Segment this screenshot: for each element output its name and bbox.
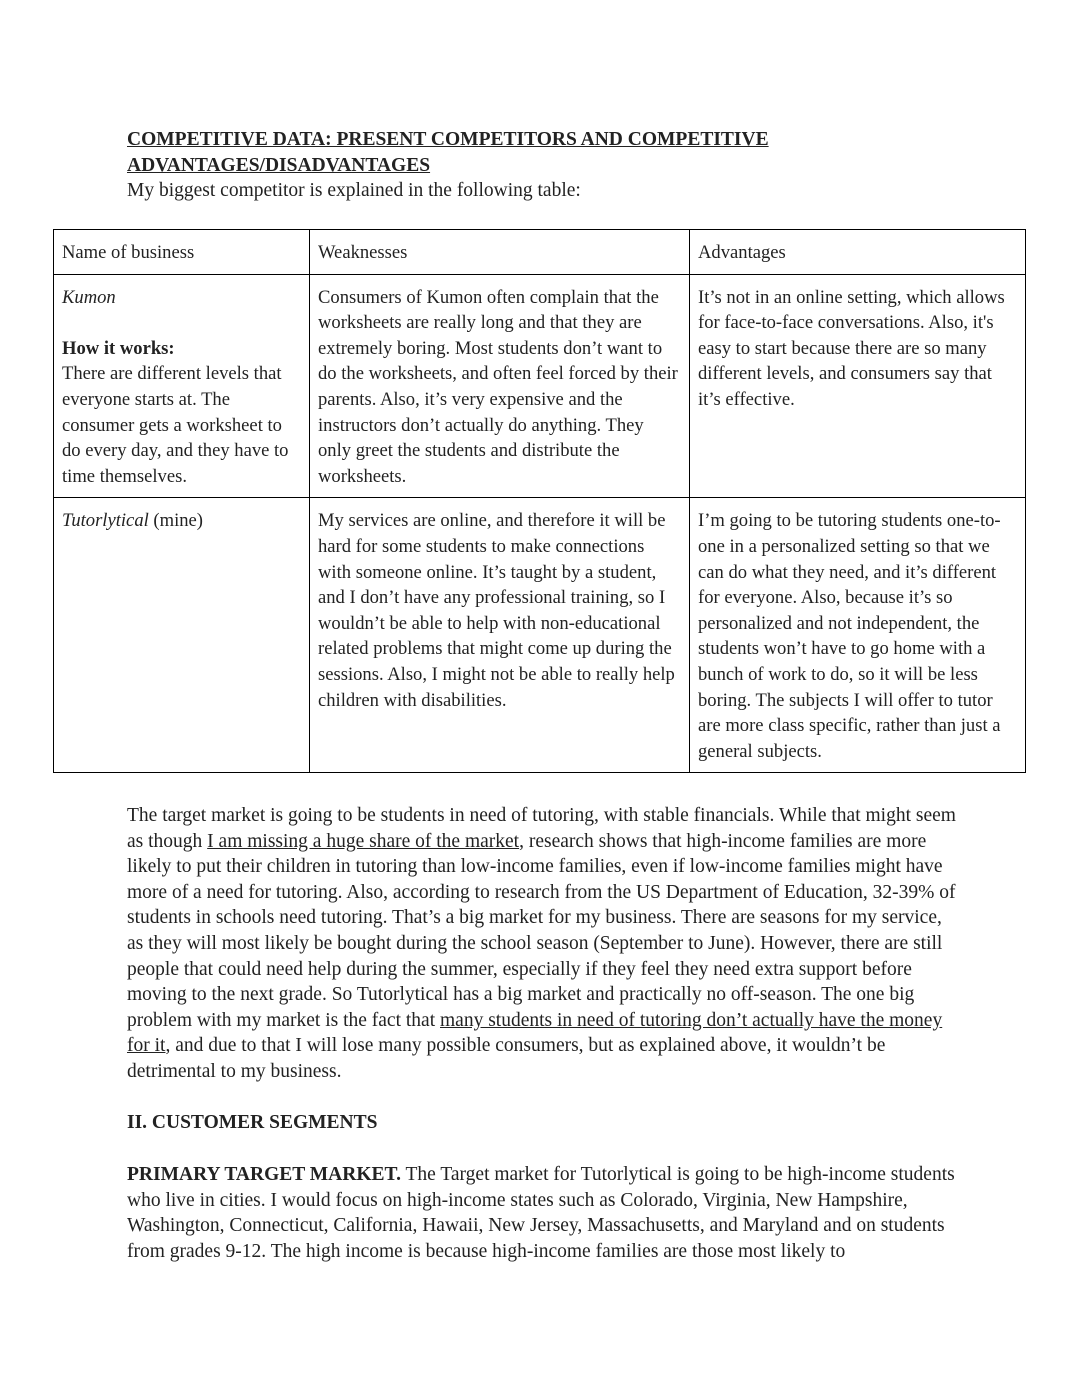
table-row-tutorlytical bbox=[54, 498, 1026, 773]
customer-segments-heading: II. CUSTOMER SEGMENTS bbox=[127, 1112, 378, 1133]
section-heading bbox=[127, 127, 847, 178]
primary-target-label: PRIMARY TARGET MARKET. bbox=[127, 1164, 401, 1185]
primary-target-market-paragraph bbox=[127, 1162, 962, 1264]
heading-line-2: ADVANTAGES/DISADVANTAGES bbox=[127, 154, 431, 176]
heading-line-1: COMPETITIVE DATA: PRESENT COMPETITORS AND COMPETITIVE bbox=[127, 129, 769, 150]
market-text-3: , and due to that I will lose many possible consumers, but as explained above, it wouldn’t be detrimental to my business. bbox=[127, 1035, 886, 1082]
kumon-name: Kumon bbox=[62, 286, 116, 308]
competitor-table bbox=[53, 229, 1026, 773]
market-link-no-money[interactable]: many students in need of tutoring don’t actually have the money for it bbox=[127, 1009, 943, 1057]
header-name-of-business: Name of business bbox=[54, 230, 310, 275]
header-weaknesses: Weaknesses bbox=[310, 230, 690, 275]
kumon-how-label: How it works: bbox=[62, 337, 175, 359]
table-row-kumon bbox=[54, 274, 1026, 498]
primary-target-text: The Target market for Tutorlytical is going to be high-income students who live in cities. I would focus on high-income states such as Colorado, Virginia, New Hampshire, Washington, Connecticut, California, Hawaii, New Jersey, Massachusetts, and Maryland and on students from grades 9-12. The high income is because high-income families are those most likely to bbox=[127, 1164, 955, 1262]
market-text-2: , research shows that high-income families are more likely to put their children in tutoring than low-income families, even if low-income families might have more of a need for tutoring. Also, according to research from the US Department of Education, 32-39% of students in schools need tutoring. That’s a big market for my business. There are seasons for my service, as they will most likely be bought during the school season (September to June). However, there are still people that could need help during the summer, especially if they feel they need extra support before moving to the next grade. So Tutorlytical has a big market and practically no off-season. The one big problem with my market is the fact that bbox=[127, 830, 956, 1031]
tutorlytical-name: Tutorlytical bbox=[62, 510, 149, 532]
intro-text: My biggest competitor is explained in the following table: bbox=[127, 180, 581, 201]
tutorlytical-weaknesses: My services are online, and therefore it will be hard for some students to make connections with someone online. It’s taught by a student, and I don’t have any professional training, so I wouldn’t be able to help with non-educational related problems that might come up during the sessions. Also, I might not be able to really help children with disabilities. bbox=[310, 498, 690, 773]
kumon-name-cell bbox=[54, 274, 310, 498]
kumon-weaknesses: Consumers of Kumon often complain that the worksheets are really long and that they are extremely boring. Most students don’t want to do the worksheets, and often feel forced by their parents. Also, it’s very expensive and the instructors don’t actually do anything. They only greet the students and distribute the worksheets. bbox=[310, 274, 690, 498]
tutorlytical-advantages: I’m going to be tutoring students one-to-one in a personalized setting so that we can do what they need, and it’s different for everyone. Also, because it’s so personalized and not independent, the students won’t have to go home with a bunch of work to do, so it will be less boring. The subjects I will offer to tutor are more class specific, rather than just a general subjects. bbox=[690, 498, 1026, 773]
tutorlytical-name-suffix: (mine) bbox=[148, 510, 203, 532]
tutorlytical-name-cell bbox=[54, 498, 310, 773]
market-link-missing-share[interactable]: I am missing a huge share of the market bbox=[207, 830, 520, 852]
market-text-1: The target market is going to be students in need of tutoring, with stable financials. While that might seem as though bbox=[127, 805, 956, 852]
target-market-paragraph bbox=[127, 803, 962, 1085]
header-advantages: Advantages bbox=[690, 230, 1026, 275]
kumon-advantages: It’s not in an online setting, which allows for face-to-face conversations. Also, it's easy to start because there are so many different levels, and consumers say that it’s effective. bbox=[690, 274, 1026, 498]
kumon-how-text: There are different levels that everyone starts at. The consumer gets a worksheet to do every day, and they have to time themselves. bbox=[62, 363, 289, 487]
table-header-row bbox=[54, 230, 1026, 275]
